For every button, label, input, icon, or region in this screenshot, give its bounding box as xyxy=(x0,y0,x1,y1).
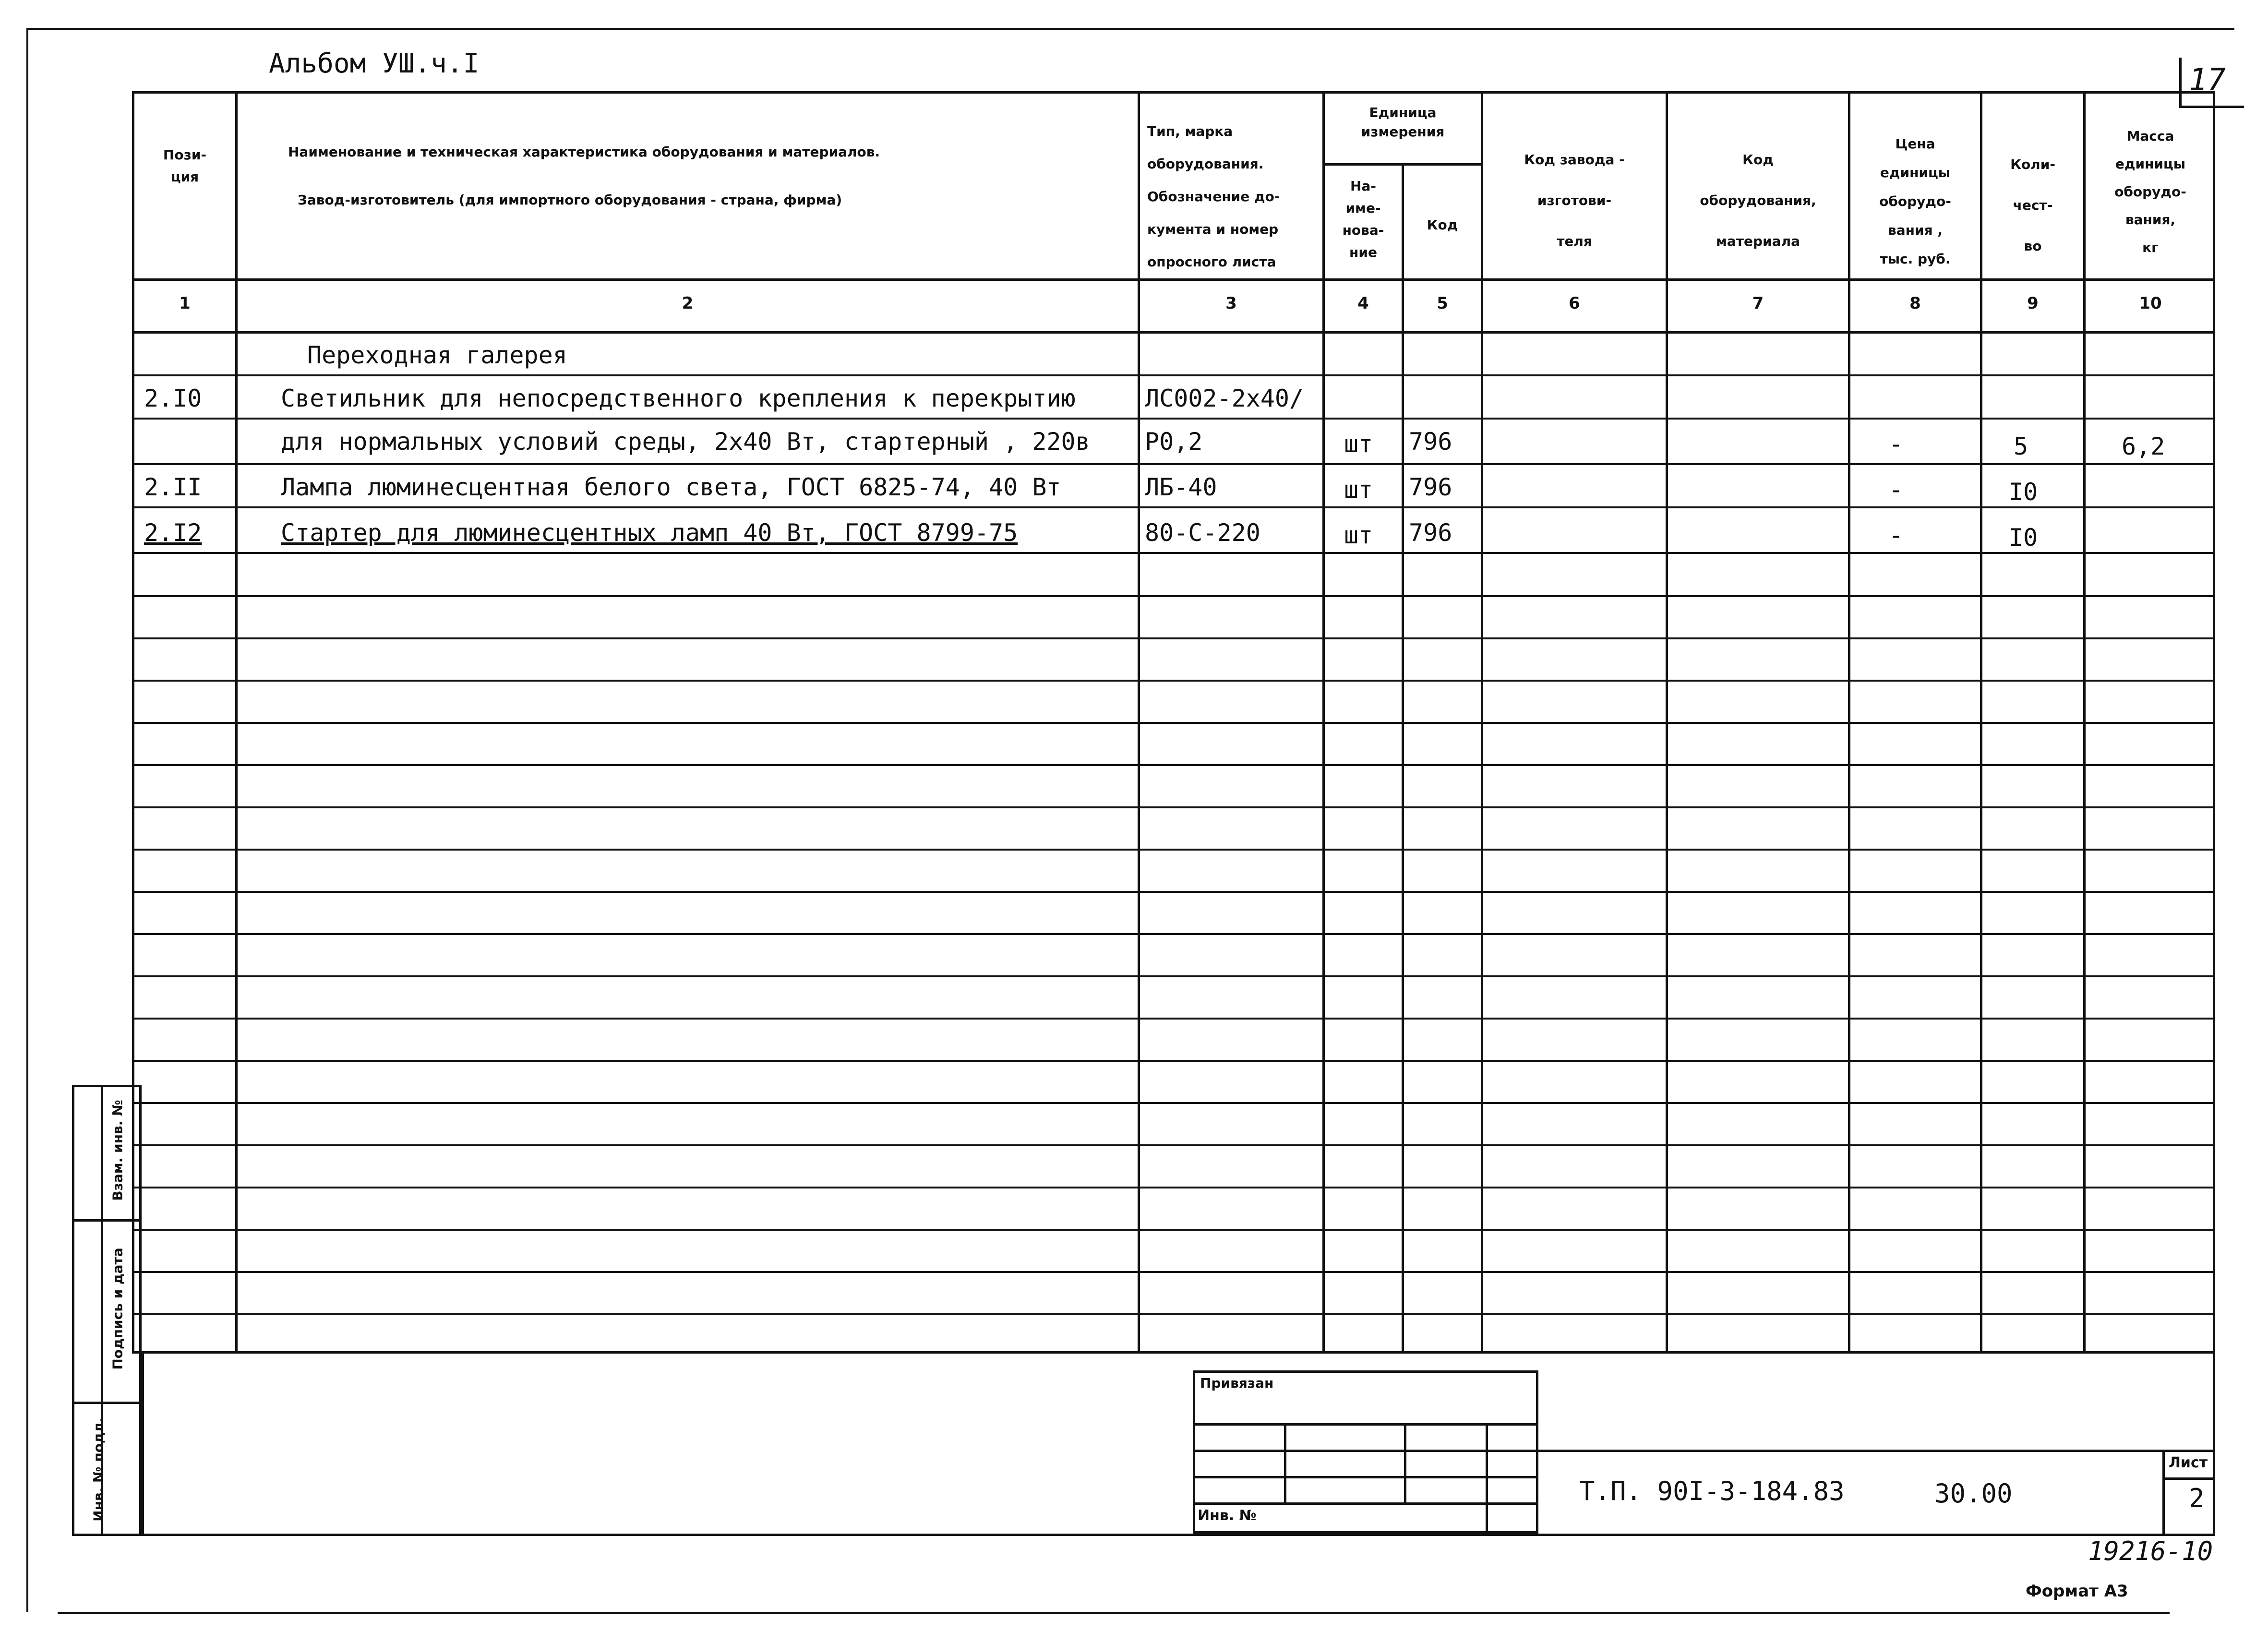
privyazan-label: Привязан xyxy=(1200,1375,1274,1391)
colnum-10: 10 xyxy=(2139,294,2162,313)
colnum-3: 3 xyxy=(1225,294,1237,313)
row-1-qty: 5 xyxy=(2014,432,2028,460)
row-1-mass: 6,2 xyxy=(2122,432,2165,460)
row-1-type: Р0,2 xyxy=(1145,428,1203,456)
side-label-podpis: Подпись и дата xyxy=(109,1248,126,1370)
colnum-4: 4 xyxy=(1357,294,1369,313)
row-2-code: 796 xyxy=(1409,473,1452,501)
row-3-type: 80-С-220 xyxy=(1145,519,1260,547)
colnum-8: 8 xyxy=(1909,294,1921,313)
row-line-17 xyxy=(132,1102,2215,1104)
row-2-type: ЛБ-40 xyxy=(1145,473,1217,501)
side-stamp-divider-1 xyxy=(72,1219,142,1222)
album-label: Альбом УШ.ч.I xyxy=(269,48,480,79)
row-2-pos: 2.II xyxy=(144,473,202,501)
header-col3: Тип, марка оборудования. Обозначение до- кумента и номер опросного листа xyxy=(1147,123,1280,270)
title-block-top xyxy=(1538,1450,2215,1452)
row-1-code: 796 xyxy=(1409,428,1452,456)
privyazan-vline-3 xyxy=(1486,1423,1488,1534)
colnum-6: 6 xyxy=(1569,294,1580,313)
row-line-15 xyxy=(132,1018,2215,1020)
row-line-19 xyxy=(132,1187,2215,1188)
row-2-unit: шт xyxy=(1344,476,1373,504)
row-line-2 xyxy=(132,463,2215,465)
page-top-border xyxy=(26,28,2234,30)
colnum-9: 9 xyxy=(2027,294,2039,313)
row-1-price: - xyxy=(1889,430,1904,458)
header-unit-group: Единица измерения xyxy=(1361,105,1445,140)
row-line-16 xyxy=(132,1060,2215,1062)
column-numbers-bottom-line xyxy=(132,331,2215,334)
row-0-name: Светильник для непосредственного крепления к перекрытию xyxy=(281,384,1076,412)
page-number: 17 xyxy=(2189,62,2226,98)
side-label-vzam: Взам. инв. № xyxy=(109,1100,126,1201)
row-line-6 xyxy=(132,637,2215,639)
header-col2-line2: Завод-изготовитель (для импортного оборудования - страна, фирма) xyxy=(298,192,842,208)
row-line-0 xyxy=(132,374,2215,376)
header-col2-line1: Наименование и техническая характеристика оборудования и материалов. xyxy=(288,144,880,160)
colnum-7: 7 xyxy=(1752,294,1764,313)
row-line-21 xyxy=(132,1271,2215,1273)
row-line-13 xyxy=(132,933,2215,935)
row-3-price: - xyxy=(1889,521,1904,549)
row-line-22 xyxy=(132,1313,2215,1315)
colnum-2: 2 xyxy=(682,294,694,313)
row-line-9 xyxy=(132,764,2215,766)
row-2-name: Лампа люминесцентная белого света, ГОСТ 6825-74, 40 Вт xyxy=(281,473,1061,501)
header-col4: На- име- нова- ние xyxy=(1342,178,1384,260)
doc-code: Т.П. 90I-3-184.83 xyxy=(1579,1476,1845,1506)
header-col10: Масса единицы оборудо- вания, кг xyxy=(2114,128,2186,255)
row-line-1 xyxy=(132,418,2215,420)
archive-number: 19216-10 xyxy=(2088,1536,2213,1566)
row-line-7 xyxy=(132,680,2215,682)
row-line-12 xyxy=(132,891,2215,893)
row-0-pos: 2.I0 xyxy=(144,384,202,412)
header-col8: Цена единицы оборудо- вания , тыс. руб. xyxy=(1879,136,1951,267)
row-0-type: ЛС002-2х40/ xyxy=(1145,384,1304,412)
sheet-number: 2 xyxy=(2189,1483,2205,1513)
row-2-price: - xyxy=(1889,476,1904,504)
row-1-unit: шт xyxy=(1344,430,1373,458)
sheet-box-divider xyxy=(2162,1477,2215,1480)
row-3-code: 796 xyxy=(1409,519,1452,547)
unit-group-line xyxy=(1322,163,1483,166)
inv-label: Инв. № xyxy=(1198,1507,1257,1524)
bottom-area-frame xyxy=(142,1354,2215,1536)
row-line-18 xyxy=(132,1144,2215,1146)
row-3-unit: шт xyxy=(1344,521,1373,549)
colnum-1: 1 xyxy=(179,294,191,313)
side-stamp-frame xyxy=(72,1085,142,1536)
header-col9: Коли- чест- во xyxy=(2010,156,2055,254)
sheet-label: Лист xyxy=(2169,1454,2208,1471)
row-1-name: для нормальных условий среды, 2х40 Вт, стартерный , 220в xyxy=(281,428,1090,456)
side-label-inv-podl: Инв. № подл. xyxy=(90,1417,107,1522)
side-stamp-divider-2 xyxy=(72,1402,142,1404)
col-divider-4 xyxy=(1402,163,1404,1354)
section-code: 30.00 xyxy=(1934,1478,2013,1509)
row-3-qty: I0 xyxy=(2009,524,2038,552)
page-left-border xyxy=(26,28,28,1612)
row-line-8 xyxy=(132,722,2215,724)
row-2-qty: I0 xyxy=(2009,478,2038,506)
privyazan-vline-2 xyxy=(1404,1423,1406,1502)
row-3-pos: 2.I2 xyxy=(144,519,202,547)
row-line-10 xyxy=(132,806,2215,808)
page-bottom-border xyxy=(58,1612,2170,1614)
section-title: Переходная галерея xyxy=(307,341,567,369)
row-line-11 xyxy=(132,849,2215,851)
header-col5: Код xyxy=(1427,217,1458,233)
sheet-box-left xyxy=(2162,1450,2165,1536)
header-col6: Код завода - изготови- теля xyxy=(1524,152,1625,249)
row-line-5 xyxy=(132,595,2215,597)
privyazan-vline-1 xyxy=(1284,1423,1286,1502)
header-col7: Код оборудования, материала xyxy=(1700,152,1816,249)
row-3-name: Стартер для люминесцентных ламп 40 Вт, ГОСТ 8799-75 xyxy=(281,519,1018,547)
header-bottom-line xyxy=(132,278,2215,281)
colnum-5: 5 xyxy=(1437,294,1448,313)
header-col1: Пози- ция xyxy=(163,147,207,185)
format-label: Формат А3 xyxy=(2026,1582,2128,1601)
row-line-20 xyxy=(132,1229,2215,1231)
row-line-14 xyxy=(132,975,2215,977)
